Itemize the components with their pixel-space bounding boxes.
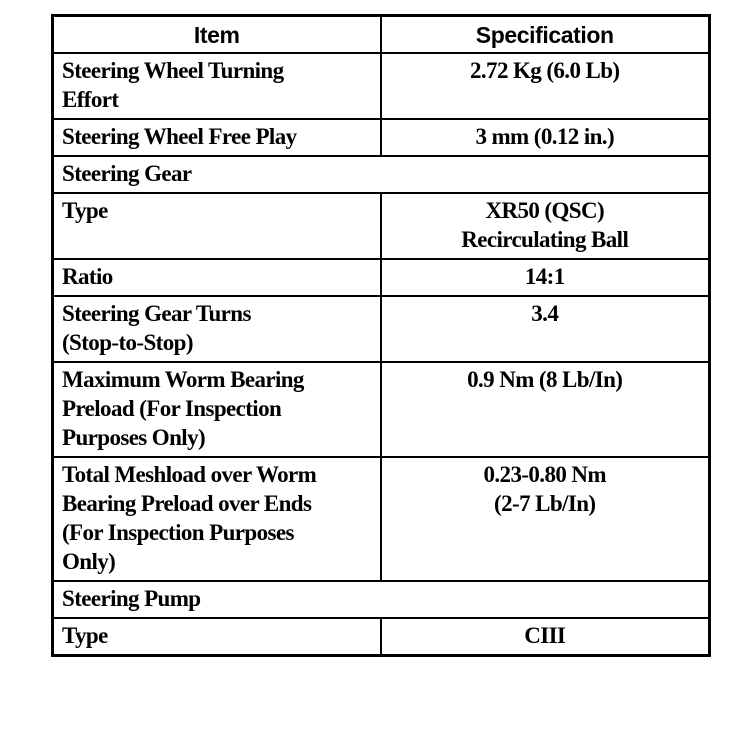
specification-cell bbox=[381, 362, 710, 457]
specification-text-line: (2-7 Lb/In) bbox=[494, 491, 596, 516]
specification-cell bbox=[381, 296, 710, 362]
table-row bbox=[53, 457, 710, 581]
specification-text-line: 2.72 Kg (6.0 Lb) bbox=[470, 58, 620, 83]
table-row bbox=[53, 53, 710, 119]
specification-text-line: 0.23-0.80 Nm bbox=[483, 462, 606, 487]
table-body bbox=[53, 53, 710, 656]
item-text-line: (Stop-to-Stop) bbox=[62, 330, 193, 355]
item-text-line: Only) bbox=[62, 549, 116, 574]
item-text-line: Steering Wheel Turning bbox=[62, 58, 284, 83]
specification-cell bbox=[381, 457, 710, 581]
header-item: Item bbox=[53, 16, 381, 54]
item-cell bbox=[53, 53, 381, 119]
section-row bbox=[53, 581, 710, 618]
table-row bbox=[53, 119, 710, 156]
specification-text-line: Recirculating Ball bbox=[461, 227, 629, 252]
item-text-line: Preload (For Inspection bbox=[62, 396, 282, 421]
item-text-line: Purposes Only) bbox=[62, 425, 206, 450]
specification-text-line: 0.9 Nm (8 Lb/In) bbox=[467, 367, 623, 392]
item-text-line: Total Meshload over Worm bbox=[62, 462, 317, 487]
specification-text-line: 3.4 bbox=[531, 301, 559, 326]
header-specification: Specification bbox=[381, 16, 710, 54]
item-cell bbox=[53, 296, 381, 362]
specification-table bbox=[51, 14, 711, 657]
item-text-line: Effort bbox=[62, 87, 119, 112]
item-text-line: Type bbox=[62, 198, 108, 223]
section-label: Steering Gear bbox=[53, 156, 710, 193]
table-row bbox=[53, 362, 710, 457]
table-row bbox=[53, 259, 710, 296]
item-text-line: (For Inspection Purposes bbox=[62, 520, 294, 545]
table-row bbox=[53, 296, 710, 362]
item-cell bbox=[53, 119, 381, 156]
item-cell bbox=[53, 618, 381, 656]
item-text-line: Maximum Worm Bearing bbox=[62, 367, 304, 392]
specification-text-line: 3 mm (0.12 in.) bbox=[475, 124, 615, 149]
item-text-line: Ratio bbox=[62, 264, 113, 289]
item-cell bbox=[53, 362, 381, 457]
specification-text-line: CIII bbox=[524, 623, 566, 648]
specification-cell bbox=[381, 618, 710, 656]
item-text-line: Steering Gear Turns bbox=[62, 301, 251, 326]
section-row bbox=[53, 156, 710, 193]
item-cell bbox=[53, 193, 381, 259]
item-text-line: Bearing Preload over Ends bbox=[62, 491, 312, 516]
item-text-line: Type bbox=[62, 623, 108, 648]
table-row bbox=[53, 193, 710, 259]
item-text-line: Steering Wheel Free Play bbox=[62, 124, 297, 149]
item-cell bbox=[53, 259, 381, 296]
specification-cell bbox=[381, 259, 710, 296]
item-cell bbox=[53, 457, 381, 581]
specification-cell bbox=[381, 53, 710, 119]
section-label: Steering Pump bbox=[53, 581, 710, 618]
specification-cell bbox=[381, 119, 710, 156]
table-row bbox=[53, 618, 710, 656]
specification-text-line: 14:1 bbox=[524, 264, 565, 289]
specification-cell bbox=[381, 193, 710, 259]
table-header-row bbox=[53, 16, 710, 54]
specification-text-line: XR50 (QSC) bbox=[485, 198, 605, 223]
